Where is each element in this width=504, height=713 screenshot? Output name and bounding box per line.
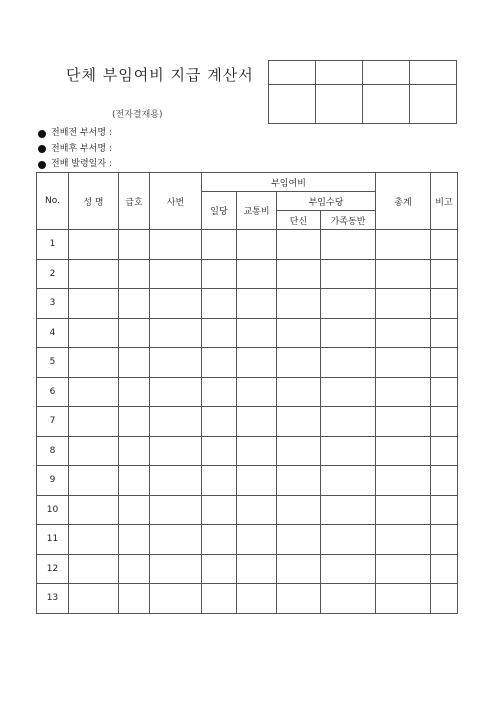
approval-cell [316, 85, 363, 124]
row-number: 1 [37, 230, 69, 260]
table-cell [69, 348, 119, 378]
row-number: 8 [37, 436, 69, 466]
table-cell [69, 436, 119, 466]
table-cell [431, 525, 458, 555]
table-cell [321, 377, 376, 407]
table-cell [376, 436, 431, 466]
approval-cell [410, 61, 457, 85]
table-cell [69, 377, 119, 407]
table-cell [150, 259, 202, 289]
table-row [37, 584, 458, 614]
table-cell [277, 525, 321, 555]
table-row [37, 466, 458, 496]
table-cell [202, 259, 237, 289]
bullet-icon [38, 145, 46, 153]
row-number: 5 [37, 348, 69, 378]
table-cell [321, 318, 376, 348]
field-dept-before [38, 126, 112, 142]
row-number: 2 [37, 259, 69, 289]
table-cell [431, 407, 458, 437]
table-cell [321, 289, 376, 319]
table-cell [150, 525, 202, 555]
table-cell [277, 407, 321, 437]
table-cell [202, 230, 237, 260]
table-cell [237, 584, 277, 614]
table-cell [431, 466, 458, 496]
table-cell [150, 289, 202, 319]
table-cell [150, 436, 202, 466]
table-cell [202, 466, 237, 496]
expense-table [36, 172, 458, 614]
approval-cell [316, 61, 363, 85]
table-cell [119, 554, 150, 584]
table-cell [202, 436, 237, 466]
table-cell [237, 466, 277, 496]
approval-cell [410, 85, 457, 124]
table-cell [69, 554, 119, 584]
table-cell [376, 554, 431, 584]
table-cell [202, 584, 237, 614]
table-cell [431, 377, 458, 407]
table-cell [321, 259, 376, 289]
table-cell [277, 289, 321, 319]
approval-cell [269, 85, 316, 124]
table-cell [376, 318, 431, 348]
header-no: No. [37, 173, 69, 230]
table-row [37, 495, 458, 525]
table-cell [150, 584, 202, 614]
table-cell [119, 289, 150, 319]
header-transport: 교통비 [237, 192, 277, 230]
table-cell [321, 407, 376, 437]
table-cell [119, 230, 150, 260]
table-cell [431, 348, 458, 378]
document-title: 단체 부임여비 지급 계산서 [66, 66, 254, 84]
table-cell [237, 348, 277, 378]
table-row [37, 230, 458, 260]
table-cell [277, 318, 321, 348]
table-cell [119, 259, 150, 289]
row-number: 9 [37, 466, 69, 496]
table-cell [277, 436, 321, 466]
table-cell [69, 525, 119, 555]
table-cell [321, 554, 376, 584]
header-single: 단신 [277, 211, 321, 230]
table-cell [150, 348, 202, 378]
header-remarks: 비고 [431, 173, 458, 230]
table-cell [277, 466, 321, 496]
table-cell [321, 466, 376, 496]
table-cell [202, 318, 237, 348]
field-list [38, 126, 112, 173]
approval-cell [363, 61, 410, 85]
table-cell [376, 289, 431, 319]
row-number: 12 [37, 554, 69, 584]
table-row [37, 348, 458, 378]
table-cell [321, 584, 376, 614]
table-cell [277, 259, 321, 289]
table-cell [431, 554, 458, 584]
table-cell [150, 466, 202, 496]
table-cell [69, 466, 119, 496]
table-cell [277, 584, 321, 614]
table-cell [69, 318, 119, 348]
table-cell [431, 495, 458, 525]
approval-cell [363, 85, 410, 124]
table-cell [119, 348, 150, 378]
table-row [37, 259, 458, 289]
table-cell [202, 554, 237, 584]
table-cell [150, 377, 202, 407]
table-cell [119, 525, 150, 555]
table-row [37, 525, 458, 555]
table-body [37, 230, 458, 614]
table-cell [237, 436, 277, 466]
table-cell [237, 289, 277, 319]
table-cell [237, 259, 277, 289]
field-dept-after [38, 142, 112, 158]
table-cell [69, 584, 119, 614]
table-cell [376, 259, 431, 289]
row-number: 6 [37, 377, 69, 407]
table-cell [431, 584, 458, 614]
table-cell [376, 466, 431, 496]
field-transfer-date [38, 157, 112, 173]
table-cell [237, 377, 277, 407]
header-daily: 일당 [202, 192, 237, 230]
field-label: 전배후 부서명 : [51, 143, 112, 154]
field-label: 전배 발령일자 : [51, 159, 112, 169]
table-cell [376, 584, 431, 614]
table-cell [69, 259, 119, 289]
document-subtitle: (전자결재용) [112, 110, 163, 120]
approval-cell [269, 61, 316, 85]
table-cell [69, 407, 119, 437]
table-cell [431, 436, 458, 466]
table-cell [376, 377, 431, 407]
table-cell [431, 259, 458, 289]
row-number: 11 [37, 525, 69, 555]
table-cell [150, 554, 202, 584]
table-cell [376, 407, 431, 437]
header-family: 가족동반 [321, 211, 376, 230]
row-number: 10 [37, 495, 69, 525]
field-label: 전배전 부서명 : [51, 128, 112, 138]
approval-box [268, 60, 457, 124]
table-cell [119, 377, 150, 407]
table-cell [237, 230, 277, 260]
table-row [37, 407, 458, 437]
table-cell [202, 525, 237, 555]
table-cell [69, 289, 119, 319]
table-cell [431, 230, 458, 260]
table-cell [277, 377, 321, 407]
table-cell [376, 525, 431, 555]
header-travel: 부임여비 [202, 173, 376, 192]
table-cell [119, 584, 150, 614]
table-cell [202, 495, 237, 525]
table-cell [69, 230, 119, 260]
table-cell [321, 525, 376, 555]
table-cell [202, 348, 237, 378]
table-row [37, 289, 458, 319]
row-number: 4 [37, 318, 69, 348]
bullet-icon [38, 130, 46, 138]
table-cell [321, 495, 376, 525]
table-cell [277, 495, 321, 525]
table-cell [376, 495, 431, 525]
table-cell [69, 495, 119, 525]
table-cell [150, 495, 202, 525]
table-cell [237, 495, 277, 525]
table-row [37, 377, 458, 407]
table-cell [237, 525, 277, 555]
table-cell [277, 230, 321, 260]
row-number: 7 [37, 407, 69, 437]
table-cell [321, 348, 376, 378]
header-emp-no: 사번 [150, 173, 202, 230]
row-number: 13 [37, 584, 69, 614]
table-cell [202, 289, 237, 319]
table-cell [237, 407, 277, 437]
table-cell [237, 554, 277, 584]
table-cell [376, 230, 431, 260]
table-cell [321, 230, 376, 260]
header-name: 성 명 [69, 173, 119, 230]
table-cell [431, 289, 458, 319]
table-cell [202, 407, 237, 437]
row-number: 3 [37, 289, 69, 319]
table-cell [277, 348, 321, 378]
table-cell [277, 554, 321, 584]
table-cell [119, 495, 150, 525]
header-total: 총계 [376, 173, 431, 230]
table-cell [376, 348, 431, 378]
table-cell [150, 318, 202, 348]
table-cell [150, 230, 202, 260]
table-row [37, 436, 458, 466]
table-row [37, 318, 458, 348]
table-cell [119, 436, 150, 466]
table-row [37, 554, 458, 584]
header-allowance: 부임수당 [277, 192, 376, 211]
table-cell [150, 407, 202, 437]
table-cell [119, 318, 150, 348]
table-cell [119, 407, 150, 437]
table-cell [237, 318, 277, 348]
table-cell [431, 318, 458, 348]
header-grade: 급호 [119, 173, 150, 230]
table-cell [119, 466, 150, 496]
table-cell [321, 436, 376, 466]
bullet-icon [38, 161, 46, 169]
table-cell [202, 377, 237, 407]
